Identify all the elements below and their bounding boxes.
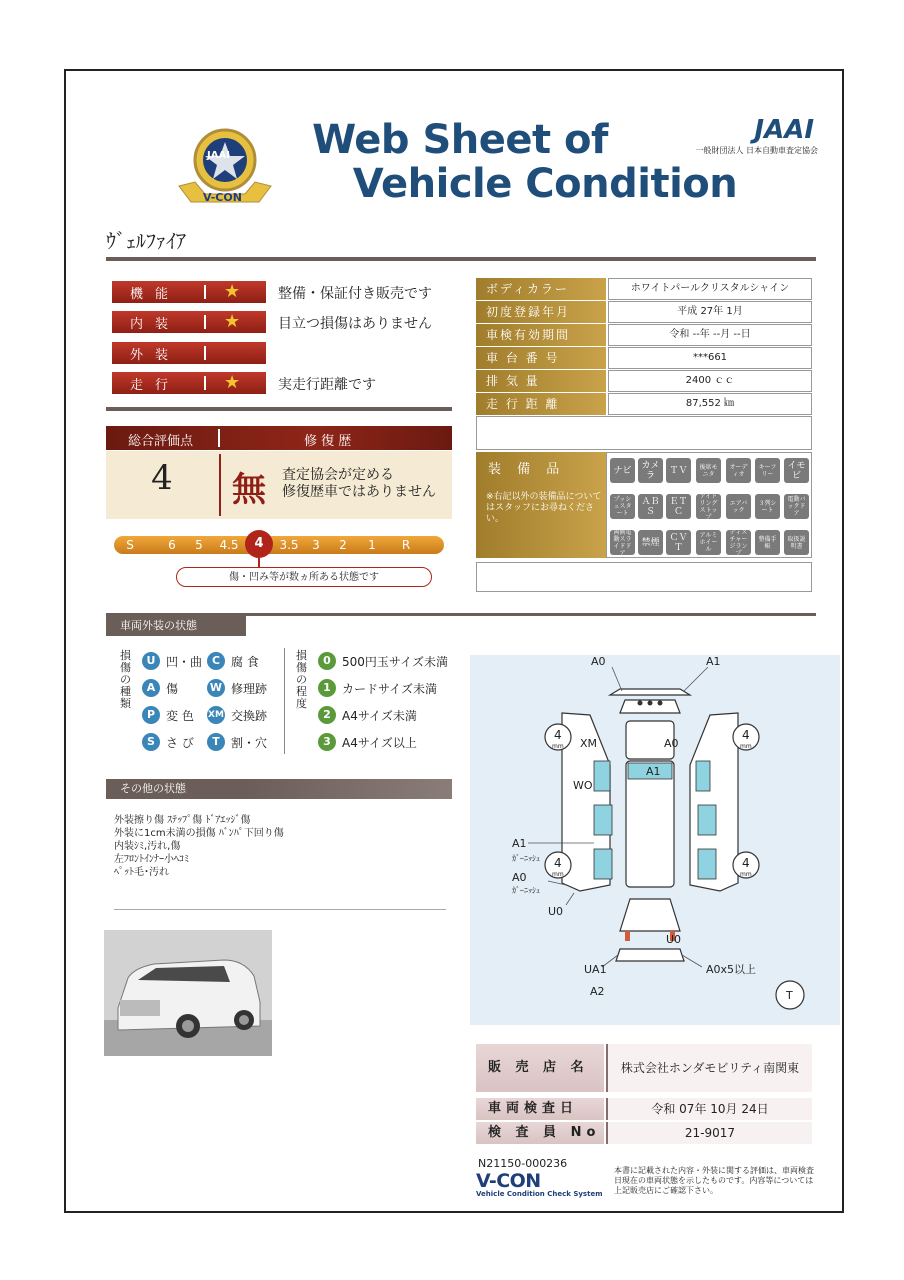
serial-number: N21150-000236	[478, 1157, 568, 1170]
header-divider	[218, 429, 220, 447]
equipment-chip: イモビ	[784, 458, 809, 483]
legend-item: W 修理跡	[207, 679, 267, 697]
equipment-chip: カメラ	[638, 458, 663, 483]
notes-divider	[114, 909, 446, 910]
tire-unit: mm	[552, 743, 564, 750]
tire-unit: mm	[740, 743, 752, 750]
org-name: 一般財団法人 日本自動車査定協会	[695, 146, 818, 155]
equipment-chip: 取扱説明書	[784, 530, 809, 555]
repair-mark: 無	[232, 470, 266, 510]
scale-item: 3.5	[279, 538, 299, 552]
label-garnish-1: ｶﾞｰﾆｯｼｭ	[512, 854, 540, 863]
star-icon: ★	[224, 281, 241, 302]
field-label: 車検有効期間	[476, 324, 606, 346]
history-header: 修 復 歴	[304, 434, 352, 449]
equipment-chip: 禁煙	[638, 530, 663, 555]
damage-diagram	[470, 655, 840, 1025]
field-value: ***661	[608, 347, 812, 369]
spec-row	[476, 370, 812, 392]
title-divider	[106, 257, 816, 261]
field-value: 87,552 ㎞	[608, 393, 812, 415]
legend-divider	[284, 648, 285, 754]
field-value: 令和 --年 --月 --日	[608, 324, 812, 346]
tire-value: 4	[554, 728, 562, 742]
equipment-chip: アイドリングストップ	[696, 494, 721, 519]
equipment-chip: ナビ	[610, 458, 635, 483]
tire-value: 4	[742, 856, 750, 870]
field-label: 車両検査日	[476, 1098, 604, 1120]
label-a0x5: A0x5以上	[706, 963, 757, 976]
field-value: 21-9017	[606, 1122, 812, 1144]
score-header: 総合評価点	[128, 434, 194, 449]
label-a0-top: A0	[591, 655, 606, 668]
vehicle-name: ｳﾞｪﾙﾌｧｲｱ	[106, 229, 186, 253]
label-a1-top: A1	[706, 655, 721, 668]
legend-item: C 腐 食	[207, 652, 259, 670]
condition-row-mileage	[112, 372, 376, 394]
field-label: 排 気 量	[476, 370, 606, 392]
condition-label: 外装	[112, 342, 266, 364]
label-a0-side: A0	[512, 871, 527, 884]
condition-text: 目立つ損傷はありません	[278, 316, 432, 332]
equipment-chip: ＡＢＳ	[638, 494, 663, 519]
legend-item: XM 交換跡	[207, 706, 267, 724]
equipment-empty-box	[476, 562, 812, 592]
scale-item: S	[126, 538, 134, 552]
equipment-chip: オーディオ	[726, 458, 751, 483]
spec-row	[476, 324, 812, 346]
field-label: ボディカラー	[476, 278, 606, 300]
label-t: T	[786, 989, 793, 1002]
scale-item: 4.5	[219, 538, 239, 552]
field-label: 販 売 店 名	[476, 1044, 604, 1092]
spec-row	[476, 301, 812, 323]
label-a1-roof: A1	[646, 765, 661, 778]
title-line-2: Vehicle Condition	[352, 161, 738, 207]
equipment-chip: ＥＴＣ	[666, 494, 691, 519]
scale-selected: 4	[245, 530, 273, 558]
condition-label: 内装 ★	[112, 311, 266, 333]
field-label: 走 行 距 離	[476, 393, 606, 415]
legend-item: 3 A4サイズ以上	[318, 733, 417, 751]
scale-item: R	[401, 538, 411, 552]
tire-value: 4	[554, 856, 562, 870]
equipment-note: ※右記以外の装備品についてはスタッフにお尋ねください。	[486, 492, 602, 524]
field-label: 初度登録年月	[476, 301, 606, 323]
label-a2: A2	[590, 985, 605, 998]
legend-item: T 割・穴	[207, 733, 267, 751]
overall-score: 4	[151, 458, 173, 498]
field-value: ホワイトパールクリスタルシャイン	[608, 278, 812, 300]
equipment-chip: キーフリー	[755, 458, 780, 483]
grade-note: 傷・凹み等が数ヵ所ある状態です	[176, 567, 432, 587]
condition-text: 整備・保証付き販売です	[278, 286, 432, 302]
field-value: 2400 ｃｃ	[608, 370, 812, 392]
legend-item: 1 カードサイズ未満	[318, 679, 437, 697]
condition-text: 実走行距離です	[278, 377, 376, 393]
field-value: 株式会社ホンダモビリティ南関東	[606, 1044, 812, 1092]
spec-row	[476, 347, 812, 369]
condition-label: 機能 ★	[112, 281, 266, 303]
scale-item: 3	[312, 538, 320, 552]
vcon-logo: V-CON	[476, 1170, 541, 1192]
field-value: 令和 07年 10月 24日	[606, 1098, 812, 1120]
repair-text: 査定協会が定める 修復歴車ではありません	[282, 467, 436, 500]
equipment-chip: ＣＶＴ	[666, 530, 691, 555]
dealer-row	[476, 1044, 812, 1092]
scale-item: 1	[368, 538, 376, 552]
legend-item: P 変 色	[142, 706, 194, 724]
field-label: 車 台 番 号	[476, 347, 606, 369]
label-a0-hood: A0	[664, 737, 679, 750]
scale-item: 6	[168, 538, 176, 552]
vehicle-photo	[104, 930, 272, 1056]
other-section-header: その他の状態	[106, 779, 452, 799]
page-title	[275, 118, 745, 208]
label-u0-left: U0	[548, 905, 564, 918]
legend-item: S さ び	[142, 733, 194, 751]
equipment-chip: 整備手帳	[755, 530, 780, 555]
condition-divider	[106, 407, 452, 411]
equipment-chip: ＴＶ	[666, 458, 691, 483]
star-icon: ★	[224, 311, 241, 332]
scale-item: 2	[339, 538, 347, 552]
scale-item: 5	[195, 538, 203, 552]
disclaimer: 本書に記載された内容・外装に関する評価は、車両検査日現在の車両状態を示したものです。内容等については上記販売店にご確認下さい。	[614, 1166, 814, 1195]
emblem-text: JAAI	[207, 150, 230, 161]
label-xm: XM	[580, 737, 598, 750]
equipment-chip: 電動バックドア	[784, 494, 809, 519]
field-label: 検 査 員 No	[476, 1122, 604, 1144]
spec-empty-box	[476, 416, 812, 450]
equipment-chip: ディスチャージランプ	[726, 530, 751, 555]
evaluation-divider	[219, 454, 221, 516]
tire-unit: mm	[552, 871, 564, 878]
star-icon: ★	[224, 372, 241, 393]
emblem-ribbon-text: V-CON	[203, 191, 242, 204]
equipment-chip: ３列シート	[755, 494, 780, 519]
equipment-title: 装 備 品	[488, 462, 566, 477]
label-garnish-2: ｶﾞｰﾆｯｼｭ	[512, 886, 540, 895]
condition-label: 走行 ★	[112, 372, 266, 394]
other-notes: 外装擦り傷 ｽﾃｯﾌﾟ傷 ﾄﾞｱｴｯｼﾞ傷 外装に1cm未満の損傷 ﾊﾞﾝﾊﾟ下回り傷 内装ｼﾐ,汚れ,傷 左ﾌﾛﾝﾄｲﾝﾅｰ小ﾍｺﾐ ﾍﾟｯﾄ毛･汚れ	[114, 815, 284, 878]
dealer-row	[476, 1122, 812, 1144]
label-wo: WO	[573, 779, 593, 792]
legend-item: 0 500円玉サイズ未満	[318, 652, 448, 670]
title-line-1: Web Sheet of	[312, 117, 608, 163]
tire-value: 4	[742, 728, 750, 742]
spec-row	[476, 393, 812, 415]
equipment-chip: 両側電動スライドドア	[610, 530, 635, 555]
vcon-subtitle: Vehicle Condition Check System	[476, 1190, 603, 1198]
spec-row	[476, 278, 812, 300]
label-u0-rear: U0	[666, 933, 682, 946]
field-value: 平成 27年 1月	[608, 301, 812, 323]
label-ua1: UA1	[584, 963, 607, 976]
equipment-chip: エアバック	[726, 494, 751, 519]
equipment-chip: プッシュスタート	[610, 494, 635, 519]
label-a1-side: A1	[512, 837, 527, 850]
evaluation-header	[106, 426, 452, 450]
legend-item: A 傷	[142, 679, 178, 697]
damage-type-label: 損傷の種類	[120, 649, 131, 710]
exterior-section-header: 車両外装の状態	[106, 616, 246, 636]
damage-degree-label: 損傷の程度	[296, 649, 307, 710]
tire-unit: mm	[740, 871, 752, 878]
dealer-row	[476, 1098, 812, 1120]
jaai-logo: JAAI	[754, 115, 814, 145]
equipment-chip: 後席モニタ	[696, 458, 721, 483]
legend-item: 2 A4サイズ未満	[318, 706, 417, 724]
condition-row-interior	[112, 311, 432, 333]
equipment-chip: アルミホイール	[696, 530, 721, 555]
condition-row-exterior	[112, 342, 266, 364]
condition-row-function	[112, 281, 432, 303]
legend-item: U 凹・曲	[142, 652, 202, 670]
